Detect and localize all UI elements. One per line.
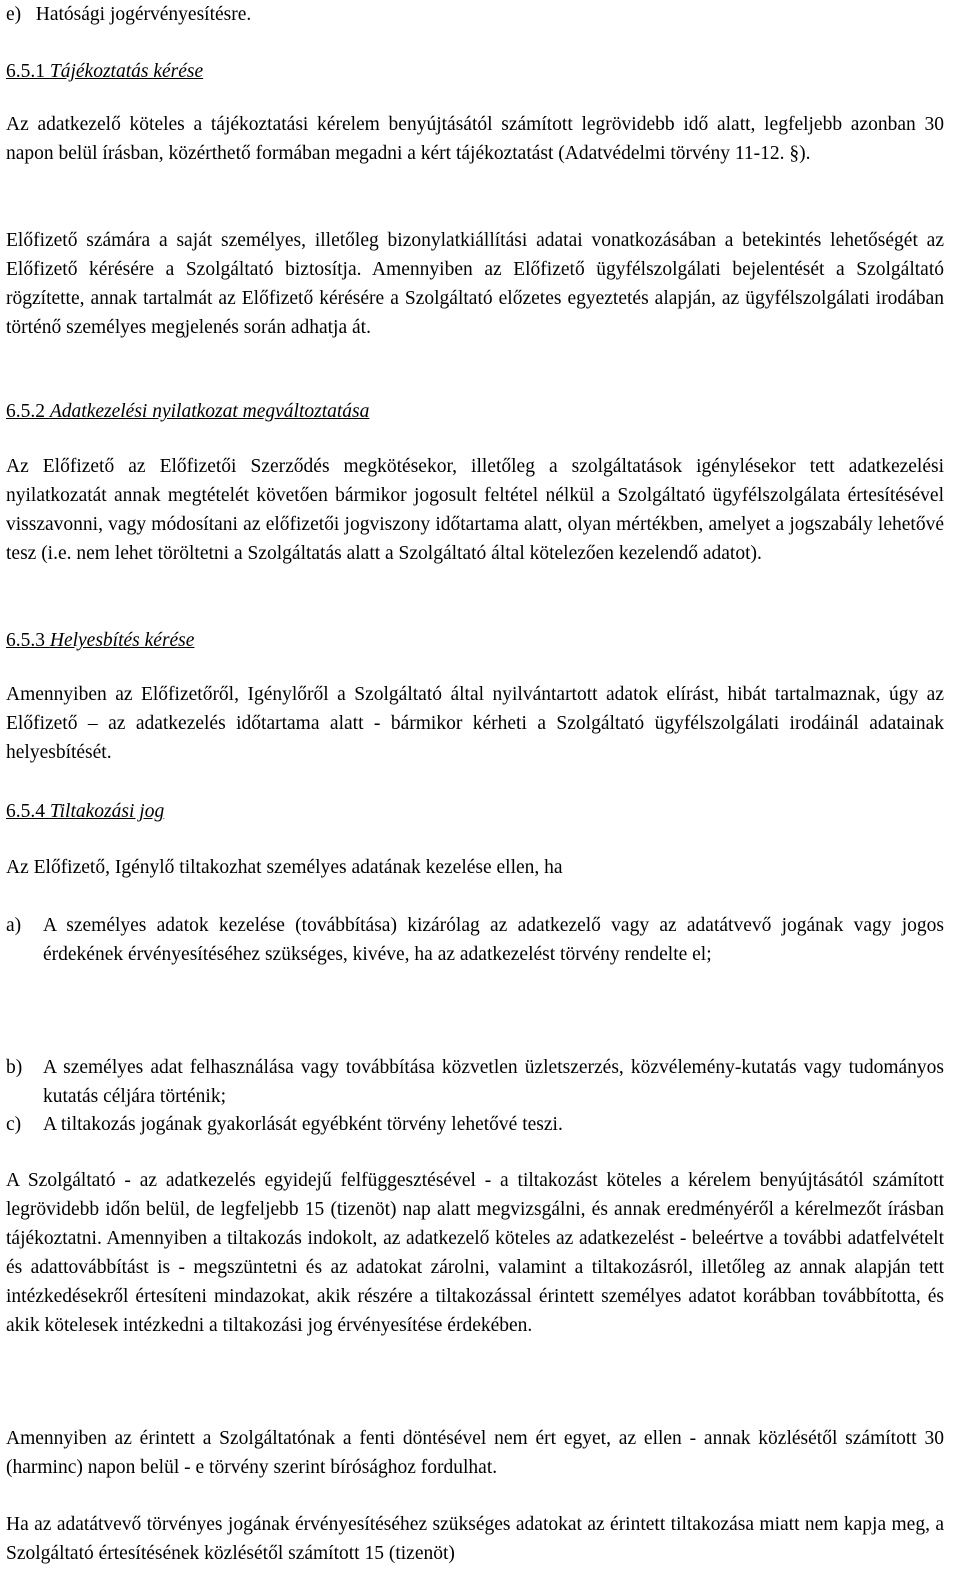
paragraph-declaration-change: Az Előfizető az Előfizetői Szerződés megkötésekor, illetőleg a szolgáltatások igénylésekor tett adatkezelési nyilatkozatát annak megtételét követően bármikor jogosult feltétel nélkül a Szolgáltató ügyfélszolgálata értesítésével visszavonni, vagy módosítani az előfizetői jogviszony időtartama alatt, olyan mértékben, amelyet a jogszabály lehetővé tesz (i.e. nem lehet töröltetni a Szolgáltatás alatt a Szolgáltató által kötelezően kezelendő adatot). [6,456,944,564]
section-title: Tájékoztatás kérése [49,61,204,82]
section-title: Tiltakozási jog [49,801,165,822]
paragraph-correction-request: Amennyiben az Előfizetőről, Igénylőről a Szolgáltató által nyilvántartott adatok elírást, hibát tartalmaznak, úgy az Előfizető – az adatkezelés időtartama alatt - bármikor kérheti a Szolgáltató ügyfélszolgálati irodáinál adatainak helyesbítését. [6,684,944,763]
paragraph-recipient-rights: Ha az adatátvevő törvényes jogának érvényesítéséhez szükséges adatokat az érintett tiltakozása miatt nem kapja meg, a Szolgáltató értesítésének közlésétől számított 15 (tizenöt) [6,1514,944,1564]
section-title: Adatkezelési nyilatkozat megváltoztatása [49,401,370,422]
list-item-text: A személyes adat felhasználása vagy továbbítása közvetlen üzletszerzés, közvélemény-kutatás vagy tudományos kutatás céljára történik; [43,1057,944,1107]
section-number: 6.5.2 [6,401,50,422]
list-marker: b) [6,1057,23,1078]
section-heading-6-5-1 [6,57,203,86]
list-item-e: e) Hatósági jogérvényesítésre. [6,4,252,25]
section-heading-6-5-3 [6,626,194,655]
list-item-c [6,1110,944,1139]
paragraph-information-request: Az adatkezelő köteles a tájékoztatási kérelem benyújtásától számított legrövidebb idő alatt, legfeljebb azonban 30 napon belül írásban, közérthető formában megadni a kért tájékoztatást (Adatvédelmi törvény 11-12. §). [6,114,944,164]
list-marker: c) [6,1114,22,1135]
list-item-b [6,1053,944,1111]
list-item-text: A személyes adatok kezelése (továbbítása) kizárólag az adatkezelő vagy az adatátvevő jogának vagy jogos érdekének érvényesítéséhez szükséges, kivéve, ha az adatkezelést törvény rendelte el; [43,915,944,965]
list-marker: a) [6,915,22,936]
section-heading-6-5-2 [6,397,369,426]
list-item-a [6,911,944,969]
list-item-text: A tiltakozás jogának gyakorlását egyébként törvény lehetővé teszi. [43,1114,563,1135]
paragraph-objection-handling: A Szolgáltató - az adatkezelés egyidejű felfüggesztésével - a tiltakozást köteles a kérelem benyújtásától számított legrövidebb időn belül, de legfeljebb 15 (tizenöt) nap alatt megvizsgálni, és annak eredményéről a kérelmezőt írásban tájékoztatni. Amennyiben a tiltakozás indokolt, az adatkezelő köteles az adatkezelést - beleértve a további adatfelvételt és adattovábbítást is - megszüntetni és az adatokat zárolni, valamint a tiltakozásról, illetőleg az annak alapján tett intézkedésekről értesíteni mindazokat, akik részére a tiltakozással érintett személyes adatot korábban továbbította, és akik kötelesek intézkedni a tiltakozási jog érvényesítése érdekében. [6,1170,944,1336]
paragraph-objection-intro: Az Előfizető, Igénylő tiltakozhat személyes adatának kezelése ellen, ha [6,857,563,878]
section-number: 6.5.4 [6,801,50,822]
section-number: 6.5.3 [6,630,50,651]
paragraph-court-appeal: Amennyiben az érintett a Szolgáltatónak a fenti döntésével nem ért egyet, az ellen - annak közlésétől számított 30 (harminc) napon belül - e törvény szerint bírósághoz fordulhat. [6,1428,944,1478]
section-heading-6-5-4 [6,797,164,826]
section-title: Helyesbítés kérése [49,630,195,651]
section-number: 6.5.1 [6,61,50,82]
paragraph-subscriber-access: Előfizető számára a saját személyes, illetőleg bizonylatkiállítási adatai vonatkozásában a betekintés lehetőségét az Előfizető kérésére a Szolgáltató biztosítja. Amennyiben az Előfizető ügyfélszolgálati bejelentését a Szolgáltató rögzítette, annak tartalmát az Előfizető kérésére a Szolgáltató előzetes egyeztetés alapján, az ügyfélszolgálati irodában történő személyes megjelenés során adhatja át. [6,230,944,338]
